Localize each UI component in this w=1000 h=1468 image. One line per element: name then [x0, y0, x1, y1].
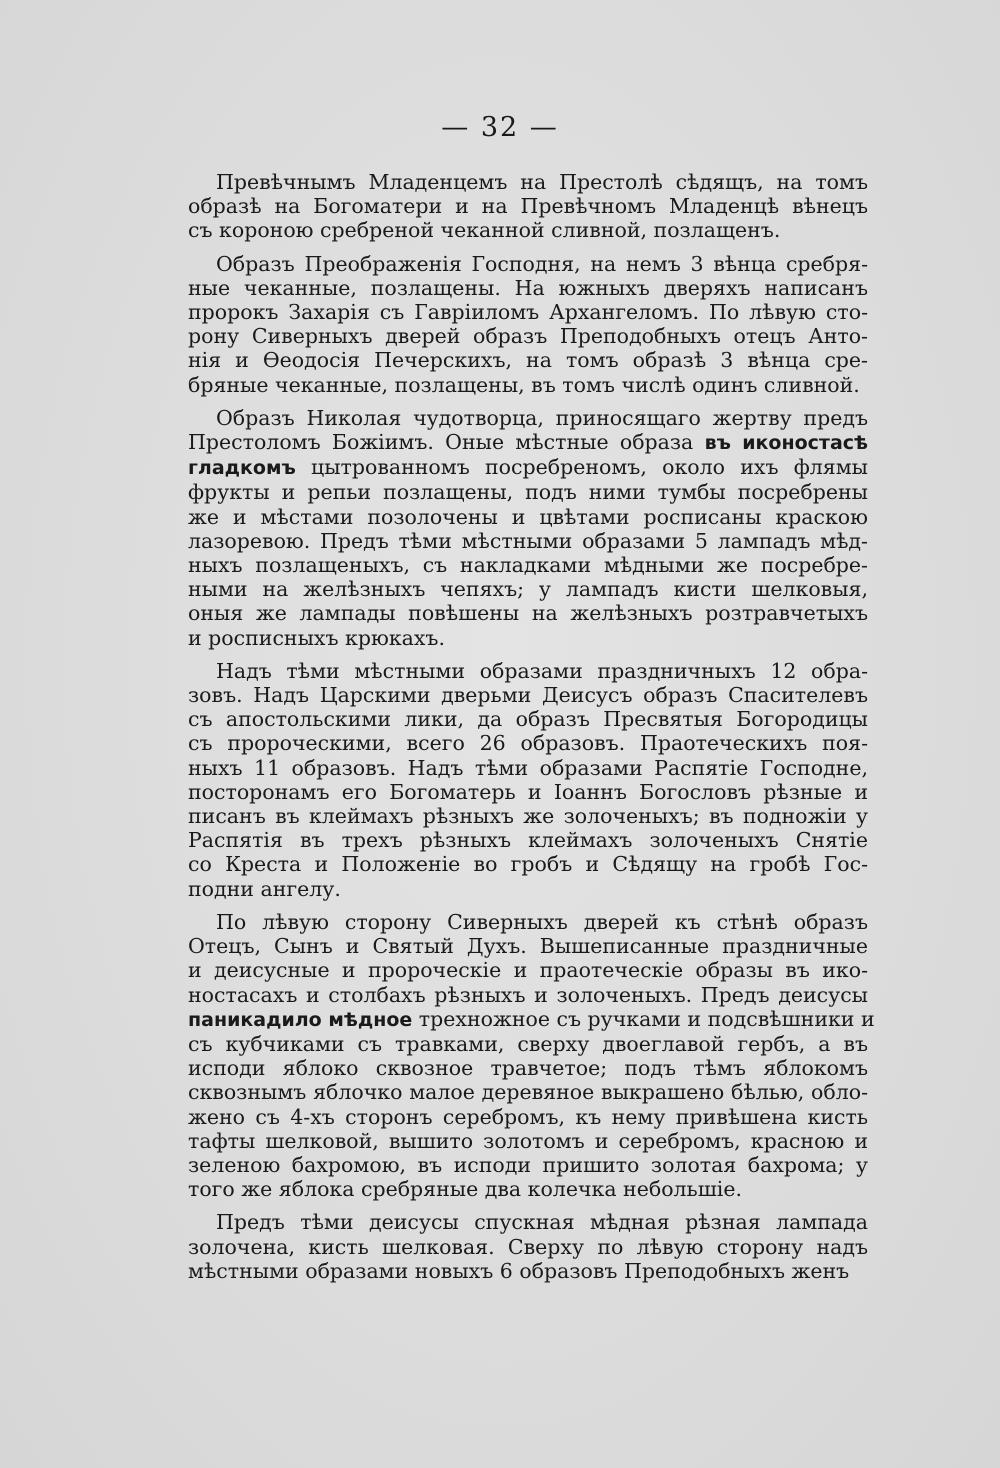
line-text: тафты шелковой, вышито золотомъ и серебромъ, красною и [188, 1128, 868, 1153]
text-line [188, 170, 868, 194]
line-text: съ кубчиками съ травками, сверху двоеглавой гербъ, а въ [188, 1031, 868, 1056]
line-text: писанъ въ клеймахъ рѣзныхъ же золоченыхъ; въ подножіи у [188, 804, 868, 829]
text-line [188, 1235, 868, 1259]
text-line [188, 1177, 868, 1201]
line-text: съ апостольскими лики, да образъ Пресвятыя Богородицы [188, 707, 868, 732]
line-text: Распятія въ трехъ рѣзныхъ клеймахъ золоченыхъ Снятіе [188, 828, 868, 853]
line-text: Отецъ, Сынъ и Святый Духъ. Вышеписанные праздничные [188, 934, 868, 959]
text-line [188, 707, 868, 731]
text-line [188, 1105, 868, 1129]
text-line [188, 910, 868, 934]
text-line [188, 553, 868, 577]
line-text: рону Сиверныхъ дверей образъ Преподобныхъ отецъ Анто- [188, 324, 868, 349]
line-text: ными на желѣзныхъ чепяхъ; у лампадъ кисти шелковыя, [188, 577, 868, 602]
line-text: золочена, кисть шелковая. Сверху по лѣвую сторону надъ [188, 1234, 868, 1259]
text-line [188, 828, 868, 852]
text-line [188, 1259, 868, 1283]
line-text: съ короною сребреной чеканной сливной, позлащенъ. [188, 218, 781, 243]
paragraph [188, 170, 868, 243]
bold-term: паникадило мѣдное [188, 1008, 413, 1031]
paragraph [188, 252, 868, 397]
line-text: мѣстными образами новыхъ 6 образовъ Преподобныхъ женъ [188, 1258, 850, 1283]
line-text: цытрованномъ посребреномъ, около ихъ флямы [295, 455, 868, 480]
text-line [188, 852, 868, 876]
line-text: Образъ Николая чудотворца, приносящаго жертву предъ [216, 405, 868, 430]
text-line [188, 601, 868, 625]
text-line [188, 780, 868, 804]
line-text: жено съ 4-хъ сторонъ серебромъ, къ нему привѣшена кисть [188, 1104, 868, 1129]
text-line [188, 983, 868, 1007]
line-text: образѣ на Богоматери и на Превѣчномъ Младенцѣ вѣнецъ [188, 194, 868, 219]
line-text: трехножное съ ручками и подсвѣшники и [412, 1006, 875, 1031]
text-line [188, 731, 868, 755]
page-number: — 32 — [441, 112, 559, 143]
line-text: нія и Ѳеодосія Печерскихъ, на томъ образѣ 3 вѣнца сре- [188, 348, 868, 373]
line-text: бряные чеканные, позлащены, въ томъ числѣ одинъ сливной. [188, 372, 860, 397]
text-line [188, 406, 868, 430]
text-line [188, 683, 868, 707]
text-line [188, 218, 868, 242]
line-text: Предъ тѣми деисусы спускная мѣдная рѣзная лампада [216, 1210, 868, 1235]
line-text: посторонамъ его Богоматерь и Іоаннъ Богословъ рѣзные и [188, 779, 868, 804]
line-text: Престоломъ Божіимъ. Оные мѣстные образа [188, 430, 705, 455]
line-text: со Креста и Положеніе во гробъ и Сѣдящу на гробѣ Гос- [188, 852, 868, 877]
text-line [188, 194, 868, 218]
line-text: ностасахъ и столбахъ рѣзныхъ и золоченыхъ. Предъ деисусы [188, 982, 868, 1007]
bold-term: въ иконостасѣ [704, 432, 869, 455]
line-text: ные чеканные, позлащены. На южныхъ дверяхъ написанъ [188, 275, 868, 300]
text-line [188, 1056, 868, 1080]
text-line [188, 300, 868, 324]
text-line [188, 877, 868, 901]
text-line [188, 1153, 868, 1177]
line-text: зеленою бахромою, въ исподи пришито золотая бахрома; у [188, 1152, 868, 1177]
paragraph [188, 1210, 868, 1283]
text-line [188, 348, 868, 372]
line-text: сквознымъ яблочко малое деревяное выкрашено бѣлью, обло- [188, 1080, 868, 1105]
text-line [188, 1210, 868, 1234]
line-text: того же яблока сребряные два колечка небольшіе. [188, 1177, 742, 1202]
line-text: и росписныхъ крюкахъ. [188, 625, 445, 650]
text-line [188, 958, 868, 982]
line-text: же и мѣстами позолочены и цвѣтами росписаны краскою [188, 504, 868, 529]
line-text: Образъ Преображенія Господня, на немъ 3 вѣнца сребря- [216, 251, 868, 276]
line-text: По лѣвую сторону Сиверныхъ дверей къ стѣнѣ образъ [216, 909, 868, 934]
text-line [188, 529, 868, 553]
text-line [188, 577, 868, 601]
line-text: Превѣчнымъ Младенцемъ на Престолѣ сѣдящъ, на томъ [216, 170, 868, 194]
text-line [188, 1129, 868, 1153]
line-text: ныхъ 11 образовъ. Надъ тѣми образами Распятіе Господне, [188, 755, 868, 780]
text-line [188, 1006, 875, 1032]
line-text: ныхъ позлащеныхъ, съ накладками мѣдными же посребре- [188, 553, 868, 578]
text-line [188, 455, 868, 480]
line-text: подни ангелу. [188, 876, 341, 901]
body-text [188, 170, 875, 1292]
text-line [188, 276, 868, 300]
line-text: Надъ тѣми мѣстными образами праздничныхъ 12 обра- [216, 658, 868, 683]
line-text: фрукты и репьи позлащены, подъ ними тумбы посребрены [188, 480, 868, 505]
text-line [188, 659, 868, 683]
paragraph [188, 406, 868, 650]
paragraph [188, 909, 875, 1202]
text-line [188, 934, 868, 958]
text-line [188, 324, 868, 348]
line-text: исподи яблоко сквозное травчетое; подъ тѣмъ яблокомъ [188, 1056, 868, 1081]
line-text: зовъ. Надъ Царскими дверьми Деисусъ образъ Спасителевъ [188, 683, 868, 708]
text-line [188, 430, 868, 455]
paragraph [188, 659, 868, 901]
line-text: лазоревою. Предъ тѣми мѣстными образами 5 лампадъ мѣд- [188, 528, 868, 553]
text-line [188, 756, 868, 780]
line-text: съ пророческими, всего 26 образовъ. Праотеческихъ поя- [188, 731, 868, 756]
text-line [188, 1080, 868, 1104]
line-text: и деисусные и пророческіе и праотеческіе образы въ ико- [188, 958, 868, 983]
text-line [188, 480, 868, 504]
line-text: оныя же лампады повѣшены на желѣзныхъ розтравчетыхъ [188, 601, 868, 626]
bold-term: гладкомъ [188, 457, 296, 480]
text-line [188, 505, 868, 529]
text-line [188, 252, 868, 276]
text-line [188, 373, 868, 397]
text-line [188, 804, 868, 828]
line-text: пророкъ Захарія съ Гавріиломъ Архангеломъ. По лѣвую сто- [188, 300, 868, 325]
text-line [188, 626, 868, 650]
text-line [188, 1032, 868, 1056]
